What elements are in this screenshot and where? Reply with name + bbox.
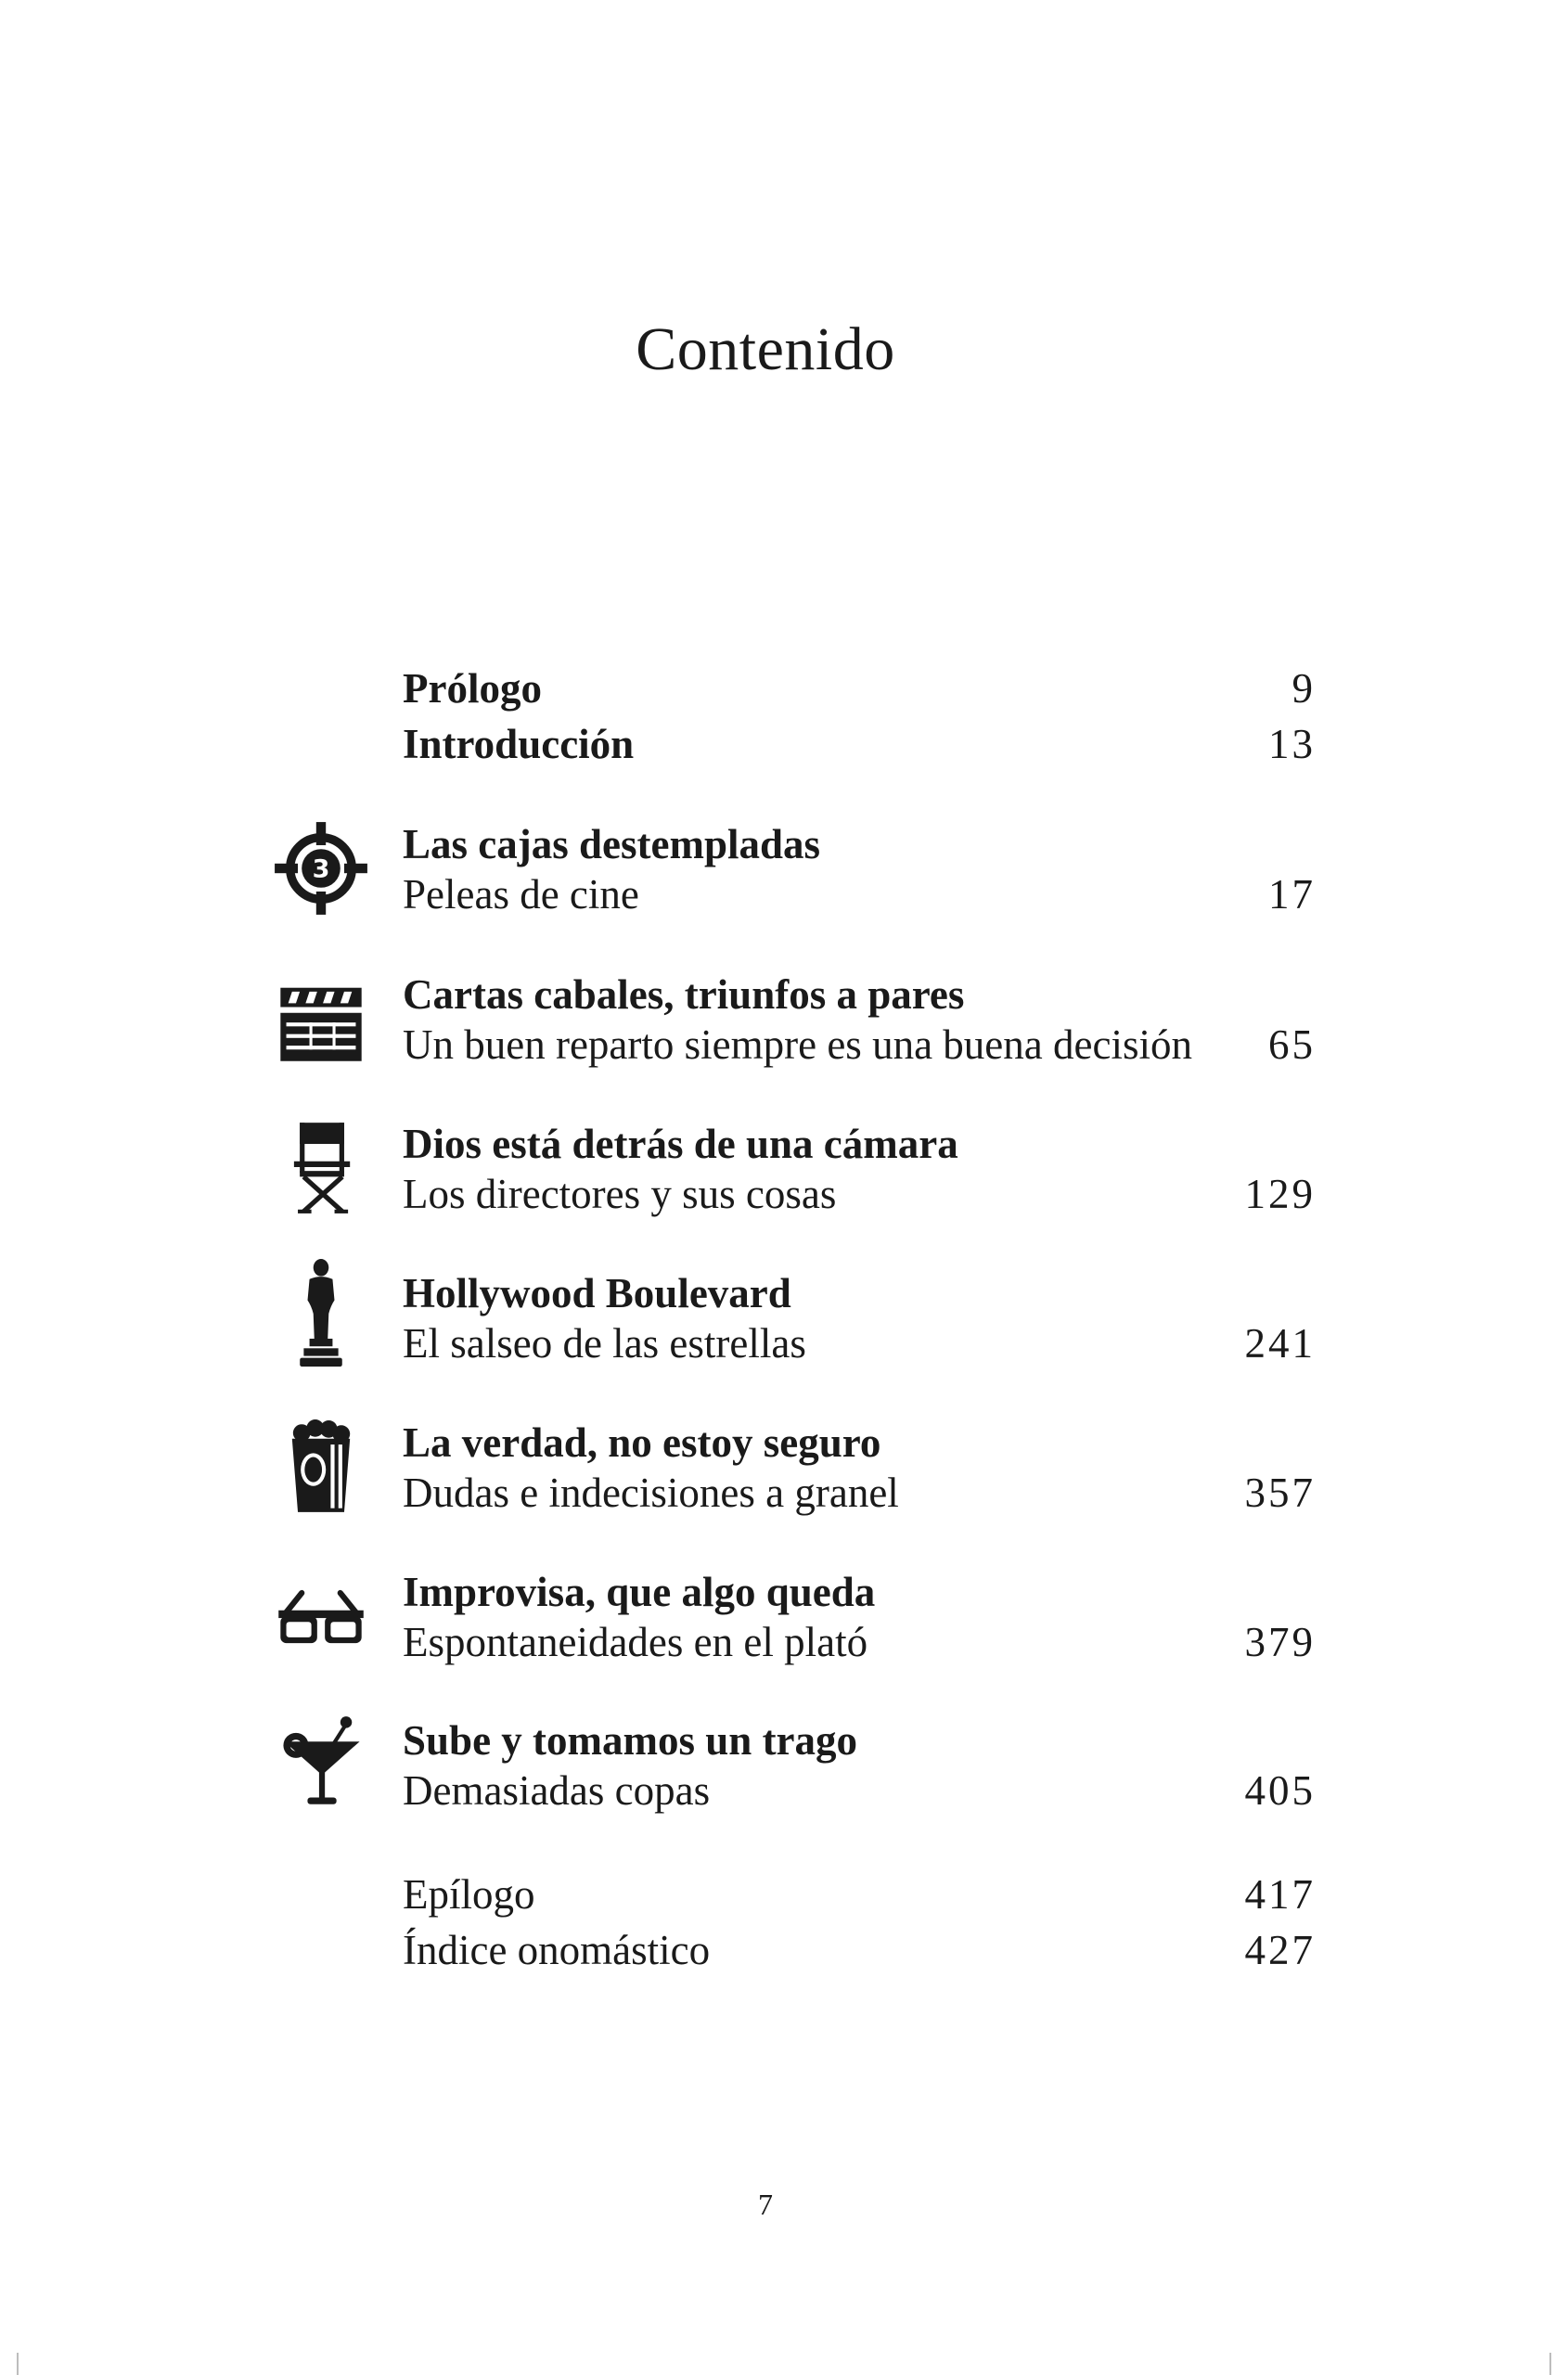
toc-chapter-subtitle[interactable]	[403, 1316, 1316, 1371]
toc-chapter-subtitle[interactable]	[403, 867, 1316, 922]
chapter-subtitle: Peleas de cine	[403, 871, 639, 918]
toc-entry-label: Epílogo	[403, 1871, 535, 1918]
director-chair-icon	[273, 1119, 369, 1215]
toc-page-number: 405	[1244, 1767, 1316, 1814]
chapter-title: Cartas cabales, triunfos a pares	[403, 971, 965, 1018]
toc-chapter-title[interactable]	[403, 967, 1316, 1022]
toc-chapter-subtitle[interactable]	[403, 1763, 1316, 1818]
toc-entry-introduccion[interactable]	[403, 716, 1316, 772]
toc-chapter-subtitle[interactable]	[403, 1166, 1316, 1222]
popcorn-icon	[273, 1419, 369, 1516]
chapter-title: Las cajas destempladas	[403, 821, 821, 867]
toc-chapter-title[interactable]	[403, 1265, 1316, 1321]
toc-page-number: 241	[1244, 1320, 1316, 1367]
chapter-subtitle: Los directores y sus cosas	[403, 1171, 837, 1217]
clapperboard-icon	[273, 970, 369, 1067]
toc-page-number: 417	[1244, 1871, 1316, 1918]
toc-page-number: 427	[1244, 1927, 1316, 1973]
toc-chapter-title[interactable]	[403, 1415, 1316, 1470]
toc-chapter-subtitle[interactable]	[403, 1465, 1316, 1521]
chapter-subtitle: El salseo de las estrellas	[403, 1320, 806, 1367]
toc-entry-prologo[interactable]	[403, 661, 1316, 716]
toc-page-number: 65	[1268, 1021, 1316, 1068]
toc-page-number: 17	[1268, 871, 1316, 918]
toc-page-number: 9	[1292, 665, 1316, 712]
chapter-subtitle: Dudas e indecisiones a granel	[403, 1470, 899, 1516]
toc-page-number: 129	[1244, 1171, 1316, 1217]
crop-mark	[1549, 2353, 1551, 2375]
cocktail-glass-icon	[273, 1713, 369, 1809]
chapter-subtitle: Demasiadas copas	[403, 1767, 711, 1814]
chapter-subtitle: Un buen reparto siempre es una buena decisión	[403, 1021, 1192, 1068]
chapter-title: Sube y tomamos un trago	[403, 1717, 858, 1764]
toc-entry-label: Índice onomástico	[403, 1927, 711, 1973]
chapter-subtitle: Espontaneidades en el plató	[403, 1619, 868, 1665]
page-title: Contenido	[636, 315, 895, 384]
toc-chapter-title[interactable]	[403, 816, 1316, 872]
3d-glasses-icon	[273, 1568, 369, 1664]
toc-entry-label: Introducción	[403, 721, 635, 767]
toc-page-number: 379	[1244, 1619, 1316, 1665]
toc-chapter-subtitle[interactable]	[403, 1614, 1316, 1670]
toc-chapter-title[interactable]	[403, 1116, 1316, 1172]
chapter-title: Improvisa, que algo queda	[403, 1569, 876, 1615]
toc-page-number: 13	[1268, 721, 1316, 767]
crop-mark	[17, 2353, 19, 2375]
svg-text:3: 3	[312, 854, 330, 884]
page-number: 7	[758, 2188, 773, 2221]
toc-entry-label: Prólogo	[403, 665, 542, 712]
toc-entry-indice-onomastico[interactable]	[403, 1922, 1316, 1978]
toc-page-number: 357	[1244, 1470, 1316, 1516]
chapter-title: Dios está detrás de una cámara	[403, 1121, 958, 1167]
toc-chapter-title[interactable]	[403, 1713, 1316, 1768]
target-3-icon	[273, 820, 369, 917]
toc-entry-epilogo[interactable]	[403, 1867, 1316, 1922]
chapter-title: La verdad, no estoy seguro	[403, 1419, 881, 1466]
toc-chapter-subtitle[interactable]	[403, 1017, 1316, 1072]
oscar-statuette-icon	[273, 1258, 369, 1367]
toc-chapter-title[interactable]	[403, 1564, 1316, 1620]
chapter-title: Hollywood Boulevard	[403, 1270, 791, 1316]
